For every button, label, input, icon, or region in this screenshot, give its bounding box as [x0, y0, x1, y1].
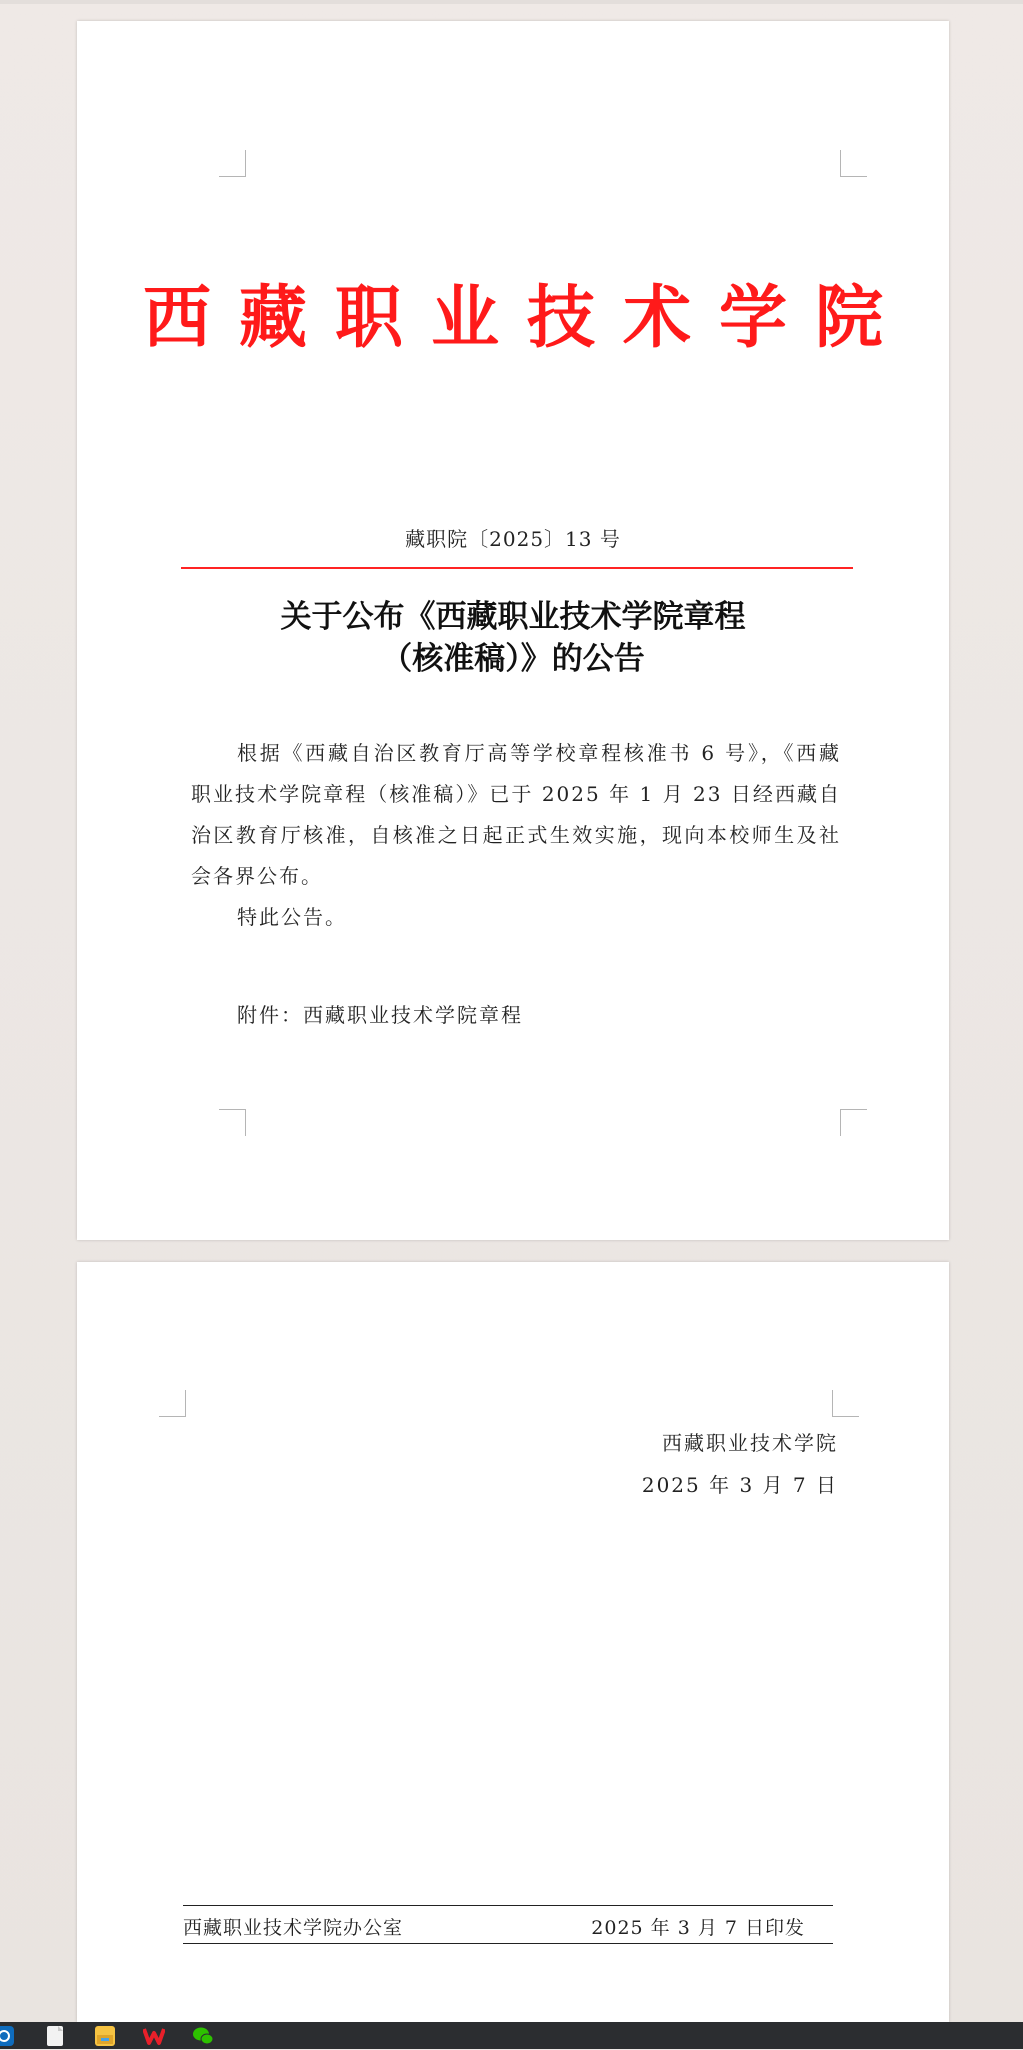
crop-mark-top-left: [159, 1390, 186, 1417]
attachment-line: 附件：西藏职业技术学院章程: [237, 1003, 523, 1027]
masthead-title: 西藏职业技术学院: [142, 278, 911, 358]
body-paragraph: 根据《西藏自治区教育厅高等学校章程核准书 6 号》，《西藏职业技术学院章程（核准稿）》已于 2025 年 1 月 23 日经西藏自治区教育厅核准，自核准之日起正式生效实施，现向本校师生及社会各界公布。: [191, 741, 841, 888]
crop-mark-top-right: [840, 150, 867, 177]
signature-organization: 西藏职业技术学院: [662, 1431, 838, 1455]
red-separator-line: [181, 567, 853, 569]
crop-mark-top-right: [832, 1390, 859, 1417]
wps-office-icon[interactable]: [143, 2026, 163, 2046]
wechat-icon[interactable]: [192, 2026, 212, 2046]
footer-top-rule: [183, 1905, 833, 1906]
footer-print-date: 2025 年 3 月 7 日印发: [591, 1917, 805, 1939]
print-footer: [183, 1913, 833, 1940]
crop-mark-bottom-right: [840, 1109, 867, 1136]
document-page-2: [77, 1262, 949, 2022]
document-number: 藏职院〔2025〕13 号: [405, 527, 621, 551]
outlook-icon[interactable]: [0, 2026, 14, 2046]
document-page-1: [77, 21, 949, 1240]
crop-mark-bottom-left: [219, 1109, 246, 1136]
crop-mark-top-left: [219, 150, 246, 177]
footer-issuer: 西藏职业技术学院办公室: [183, 1917, 404, 1939]
notice-title: [77, 596, 949, 680]
closing-paragraph: 特此公告。: [237, 905, 347, 929]
notice-title-line-1: 关于公布《西藏职业技术学院章程: [280, 599, 746, 635]
signature-date: 2025 年 3 月 7 日: [641, 1473, 838, 1497]
notice-body: [191, 733, 841, 938]
taskbar: [0, 2022, 1023, 2049]
footer-bottom-rule: [183, 1943, 833, 1944]
file-explorer-icon[interactable]: [95, 2026, 115, 2046]
file-icon[interactable]: [47, 2026, 63, 2046]
notice-title-line-2: （核准稿）》的公告: [381, 641, 645, 677]
window-top-strip: [0, 0, 1023, 4]
